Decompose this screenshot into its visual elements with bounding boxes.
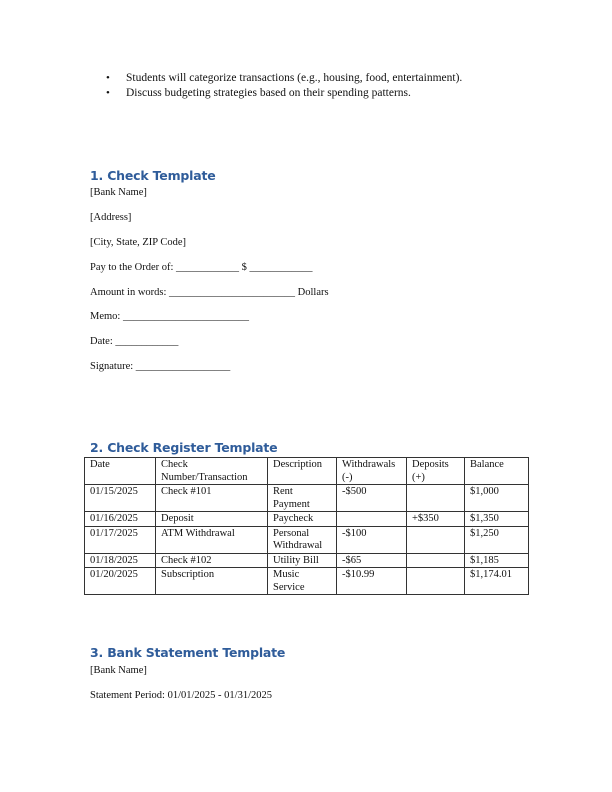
cell: $1,174.01 xyxy=(465,568,529,595)
cell xyxy=(407,526,465,553)
cell: Subscription xyxy=(156,568,268,595)
signature-line: Signature: __________________ xyxy=(90,361,231,372)
cell: $1,250 xyxy=(465,526,529,553)
cell: $1,000 xyxy=(465,485,529,512)
cell xyxy=(407,485,465,512)
cell: $1,350 xyxy=(465,512,529,527)
section-heading-bank-statement: 3. Bank Statement Template xyxy=(90,645,286,660)
cell: 01/20/2025 xyxy=(85,568,156,595)
cell: -$65 xyxy=(337,553,407,568)
cell: -$500 xyxy=(337,485,407,512)
cell: -$100 xyxy=(337,526,407,553)
header-cell: Balance xyxy=(465,458,529,485)
list-item: • Discuss budgeting strategies based on their spending patterns. xyxy=(106,86,462,101)
bank-name-line: [Bank Name] xyxy=(90,187,147,198)
amount-words-line: Amount in words: ________________________ Dollars xyxy=(90,287,329,298)
section-heading-check-register: 2. Check Register Template xyxy=(90,440,278,455)
table-row xyxy=(85,512,529,527)
cell: Utility Bill xyxy=(268,553,337,568)
table-row xyxy=(85,553,529,568)
date-line: Date: ____________ xyxy=(90,336,179,347)
table-row xyxy=(85,568,529,595)
cell xyxy=(407,553,465,568)
table-row xyxy=(85,526,529,553)
header-cell: Description xyxy=(268,458,337,485)
cell xyxy=(407,568,465,595)
cell: 01/16/2025 xyxy=(85,512,156,527)
check-register-table xyxy=(84,457,529,595)
objectives-list xyxy=(106,71,462,101)
statement-bank-name-line: [Bank Name] xyxy=(90,665,147,676)
table-row xyxy=(85,485,529,512)
list-item: • Students will categorize transactions (e.g., housing, food, entertainment). xyxy=(106,71,462,86)
cell: Personal Withdrawal xyxy=(268,526,337,553)
cell: Rent Payment xyxy=(268,485,337,512)
cell: Check #102 xyxy=(156,553,268,568)
table-header-row xyxy=(85,458,529,485)
cell: 01/15/2025 xyxy=(85,485,156,512)
cell: $1,185 xyxy=(465,553,529,568)
cell: +$350 xyxy=(407,512,465,527)
header-cell: Deposits (+) xyxy=(407,458,465,485)
cell: Music Service xyxy=(268,568,337,595)
cell: Paycheck xyxy=(268,512,337,527)
header-cell: Check Number/Transaction xyxy=(156,458,268,485)
memo-line: Memo: ________________________ xyxy=(90,311,249,322)
section-heading-check-template: 1. Check Template xyxy=(90,168,216,183)
cell: ATM Withdrawal xyxy=(156,526,268,553)
cell: 01/18/2025 xyxy=(85,553,156,568)
cell xyxy=(337,512,407,527)
statement-period-line: Statement Period: 01/01/2025 - 01/31/2025 xyxy=(90,690,272,701)
header-cell: Withdrawals (-) xyxy=(337,458,407,485)
cell: -$10.99 xyxy=(337,568,407,595)
city-state-zip-line: [City, State, ZIP Code] xyxy=(90,237,187,248)
pay-to-line: Pay to the Order of: ____________ $ ____________ xyxy=(90,262,313,273)
header-cell: Date xyxy=(85,458,156,485)
cell: Deposit xyxy=(156,512,268,527)
address-line: [Address] xyxy=(90,212,132,223)
cell: 01/17/2025 xyxy=(85,526,156,553)
cell: Check #101 xyxy=(156,485,268,512)
